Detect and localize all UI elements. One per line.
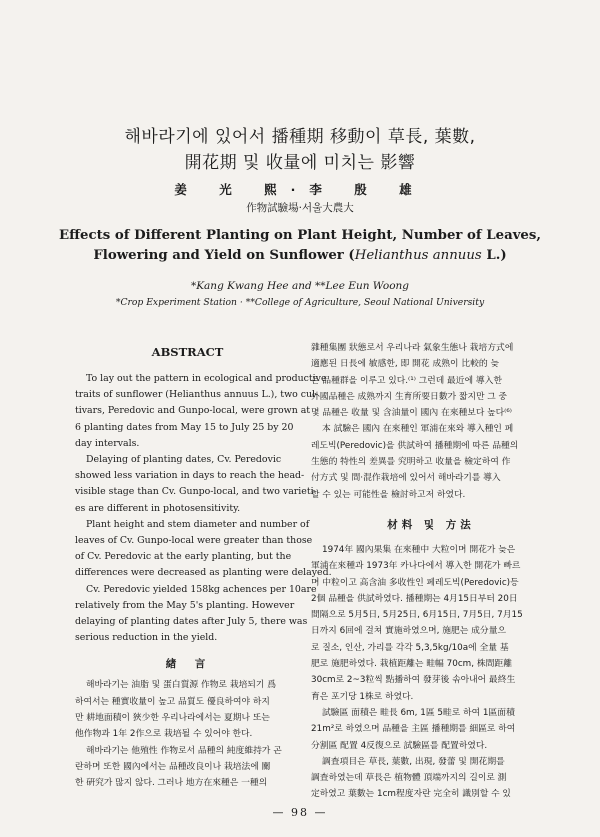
abstract-line: delaying of planting dates after July 5, there was: [75, 616, 308, 628]
abstract-line: day intervals.: [75, 437, 140, 449]
abstract-line: visible stage than Cv. Gunpo-local, and two varieti-: [75, 486, 317, 498]
intro-line: 他作物과 1年 2作으로 栽培될 수 있어야 한다.: [75, 729, 253, 740]
intro-cont-line: 雜種集團 狀態로서 우리나라 氣象生態나 栽培方式에: [311, 343, 514, 353]
authors-en: *Kang Kwang Hee and **Lee Eun Woong: [190, 280, 410, 292]
abstract-line: differences were decreased as planting were delayed.: [75, 567, 332, 579]
methods-line: 調査項目은 草長, 葉數, 出現, 發蕾 및 開花期를: [322, 756, 505, 767]
intro-line: 만 耕地面積이 狹少한 우리나라에서는 夏期나 또는: [75, 713, 270, 724]
methods-line: 1974年 國內果集 在來種中 大粒이며 開花가 늦은: [322, 544, 516, 555]
abstract-line: Cv. Peredovic yielded 158kg achences per 10are: [86, 583, 317, 595]
abstract-body: [75, 371, 332, 646]
abstract-line: traits of sunflower (Helianthus annuus L.), two cul-: [75, 389, 319, 401]
left-column: [75, 345, 332, 792]
intro-line: 한 硏究가 많지 않다. 그러나 地方在來種은 一種의: [75, 778, 268, 789]
abstract-line: es are different in photosensitivity.: [75, 502, 241, 514]
intro-cont-line: 할 수 있는 可能性을 檢討하고저 하였다.: [311, 489, 466, 500]
intro-cont-line: 適應된 日長에 敏感한, 即 開花 成熟이 比較的 늦: [311, 359, 500, 370]
abstract-line: Plant height and stem diameter and number of: [86, 518, 310, 530]
methods-line: 30cm로 2~3粒씩 點播하여 發芽後 솎아내어 最終生: [311, 675, 516, 686]
methods-line: 21m²로 하였으며 品種을 主區 播種期를 細區로 하여: [311, 724, 516, 735]
title-ko-line-2: 開花期 및 收量에 미치는 影響: [184, 153, 416, 173]
intro-line: 하여서는 種實收量이 높고 品質도 優良하여야 하지: [75, 696, 270, 707]
methods-line: 軍浦在來種과 1973年 카나다에서 導入한 開花가 빠르: [311, 561, 521, 572]
methods-heading: 材料 및 方法: [387, 518, 475, 531]
abstract-line: relatively from the May 5's planting. However: [75, 599, 295, 611]
methods-line: 試驗區 面積은 畦長 6m, 1區 5畦로 하여 1區面積: [322, 707, 515, 718]
methods-body: [311, 542, 551, 803]
methods-line: 2個 品種을 供試하였다. 播種期는 4月15日부터 20日: [311, 593, 518, 604]
abstract-line: To lay out the pattern in ecological and productive: [86, 373, 327, 384]
abstract-line: showed less variation in days to reach the head-: [75, 470, 305, 482]
page-number: — 98 —: [272, 806, 328, 819]
methods-line: 로 질소, 인산, 가리를 각각 5,3,5kg/10a에 全量 基: [311, 642, 509, 653]
methods-line: 日까지 6回에 걸쳐 實施하였으며, 施肥는 成分量으: [311, 626, 507, 637]
intro-line: 해바라기는 油脂 및 蛋白質源 作物로 栽培되기 爲: [86, 680, 277, 691]
intro-continued: [311, 340, 551, 503]
right-column: [311, 340, 551, 803]
intro-heading: 緖 言: [165, 658, 210, 671]
affiliation-ko: 作物試驗場·서울大農大: [246, 202, 354, 214]
intro-cont-line: 本 試驗은 國內 在來種인 軍浦在來와 導入種인 페: [322, 424, 514, 435]
authors-ko: 姜 光 熙·李 殷 雄: [174, 182, 426, 197]
intro-line: 란하며 또한 國內에서는 品種改良이나 栽培法에 關: [75, 761, 271, 772]
intro-body: [75, 677, 300, 791]
methods-line: 分割區 配置 4反復으로 試驗區를 配置하였다.: [311, 740, 488, 751]
methods-line: 定하였고 葉數는 1cm程度자란 完全히 識別할 수 있: [311, 789, 511, 800]
abstract-line: of Cv. Peredovic at the early planting, but the: [75, 551, 292, 563]
title-en-prefix: Flowering and Yield on Sunflower (: [93, 248, 355, 263]
title-en-line-2: [0, 248, 600, 263]
title-en-suffix: L.): [481, 248, 507, 263]
intro-line: 해바라기는 他殖性 作物로서 品種의 純度維持가 곤: [86, 745, 282, 756]
title-ko-line-1: 해바라기에 있어서 播種期 移動이 草長, 葉數,: [124, 127, 476, 147]
intro-cont-line: 은 品種群을 이루고 있다.⁽¹⁾ 그런데 最近에 導入한: [311, 375, 502, 386]
methods-line: 育은 포기당 1株로 하였다.: [311, 691, 414, 702]
intro-cont-line: 몇 品種은 收量 및 含油量이 國內 在來種보다 높다⁽⁶⁾: [311, 408, 512, 419]
abstract-line: tivars, Peredovic and Gunpo-local, were grown at: [75, 405, 311, 417]
intro-cont-line: 外國品種은 成熟까지 生育所要日數가 짧지만 그 중: [311, 391, 508, 402]
title-en-species: Helianthus annuus: [354, 248, 482, 263]
abstract-line: serious reduction in the yield.: [75, 632, 218, 644]
intro-cont-line: 레도빅(Peredovic)을 供試하여 播種期에 따른 品種의: [311, 440, 519, 451]
methods-line: 며 中粒이고 高含油 多收性인 페레도빅(Peredovic)등: [311, 577, 519, 588]
abstract-line: leaves of Cv. Gunpo-local were greater than those: [75, 535, 313, 547]
methods-line: 調査하였는데 草長은 植物體 頂端까지의 길이로 測: [311, 773, 507, 784]
abstract-heading: ABSTRACT: [151, 345, 224, 359]
affiliation-en: *Crop Experiment Station · **College of Agriculture, Seoul National University: [115, 297, 485, 308]
methods-line: 間隔으로 5月5日, 5月25日, 6月15日, 7月5日, 7月15: [311, 610, 523, 621]
intro-cont-line: 生態的 特性의 差異를 究明하고 收量을 檢定하여 作: [311, 457, 511, 468]
intro-cont-line: 付方式 및 間·混作栽培에 있어서 해바라기를 導入: [311, 473, 501, 484]
title-en-line-1: Effects of Different Planting on Plant Height, Number of Leaves,: [59, 228, 541, 243]
abstract-line: 6 planting dates from May 15 to July 25 by 20: [75, 421, 294, 433]
methods-line: 肥로 施肥하였다. 栽植距離는 畦幅 70cm, 株間距離: [311, 659, 513, 670]
abstract-line: Delaying of planting dates, Cv. Peredovic: [86, 454, 282, 466]
